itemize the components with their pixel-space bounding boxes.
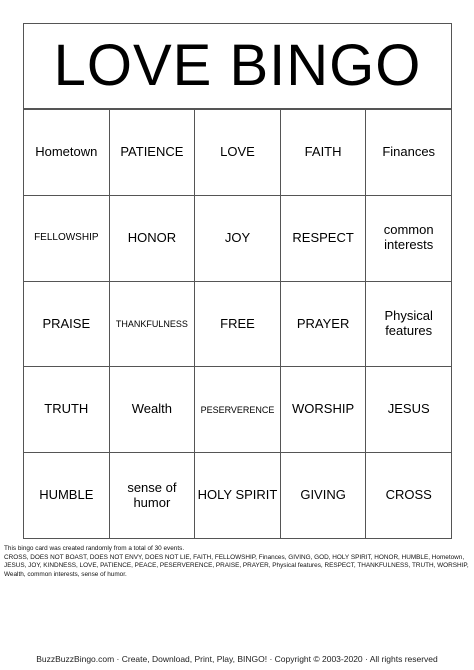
event-list-notes — [4, 545, 470, 580]
bingo-cell-r4-c2: Wealth — [110, 366, 196, 452]
bingo-cell-r4-c1: TRUTH — [24, 366, 110, 452]
bingo-cell-r5-c2: sense of humor — [110, 452, 196, 538]
bingo-cell-r1-c2: PATIENCE — [110, 109, 196, 195]
notes-intro: This bingo card was created randomly from a total of 30 events. — [4, 545, 185, 552]
bingo-cell-r1-c1: Hometown — [24, 109, 110, 195]
bingo-cell-r3-c3: FREE — [195, 281, 281, 367]
bingo-card — [23, 23, 452, 539]
bingo-cell-r2-c3: JOY — [195, 195, 281, 281]
bingo-cell-r1-c5: Finances — [366, 109, 452, 195]
title-box — [23, 23, 452, 109]
bingo-cell-r1-c3: LOVE — [195, 109, 281, 195]
bingo-cell-r5-c1: HUMBLE — [24, 452, 110, 538]
bingo-cell-r1-c4: FAITH — [281, 109, 367, 195]
bingo-cell-r2-c2: HONOR — [110, 195, 196, 281]
bingo-cell-r4-c5: JESUS — [366, 366, 452, 452]
notes-events: CROSS, DOES NOT BOAST, DOES NOT ENVY, DOES NOT LIE, FAITH, FELLOWSHIP, Finances, GIVING, GOD, HOLY SPIRIT, HONOR, HUMBLE, Hometown, JESUS, JOY, KINDNESS, LOVE, PATIENCE, PEACE, PESERVERENCE, PRAISE, PRAYER, Physical features, RESPECT, THANKFULNESS, TRUTH, WORSHIP, Wealth, common interests, sense of humor. — [4, 553, 469, 579]
bingo-cell-r4-c4: WORSHIP — [281, 366, 367, 452]
bingo-cell-r2-c1: FELLOWSHIP — [24, 195, 110, 281]
bingo-cell-r2-c5: common interests — [366, 195, 452, 281]
bingo-cell-r3-c2: THANKFULNESS — [110, 281, 196, 367]
bingo-cell-r3-c1: PRAISE — [24, 281, 110, 367]
bingo-cell-r5-c4: GIVING — [281, 452, 367, 538]
bingo-cell-r2-c4: RESPECT — [281, 195, 367, 281]
bingo-grid — [23, 109, 452, 539]
page-title: LOVE BINGO — [53, 33, 422, 98]
bingo-cell-r5-c3: HOLY SPIRIT — [195, 452, 281, 538]
footer-copyright: BuzzBuzzBingo.com · Create, Download, Print, Play, BINGO! · Copyright © 2003-2020 · All rights reserved — [36, 654, 438, 664]
bingo-cell-r3-c4: PRAYER — [281, 281, 367, 367]
bingo-cell-r5-c5: CROSS — [366, 452, 452, 538]
bingo-cell-r3-c5: Physical features — [366, 281, 452, 367]
bingo-cell-r4-c3: PESERVERENCE — [195, 366, 281, 452]
